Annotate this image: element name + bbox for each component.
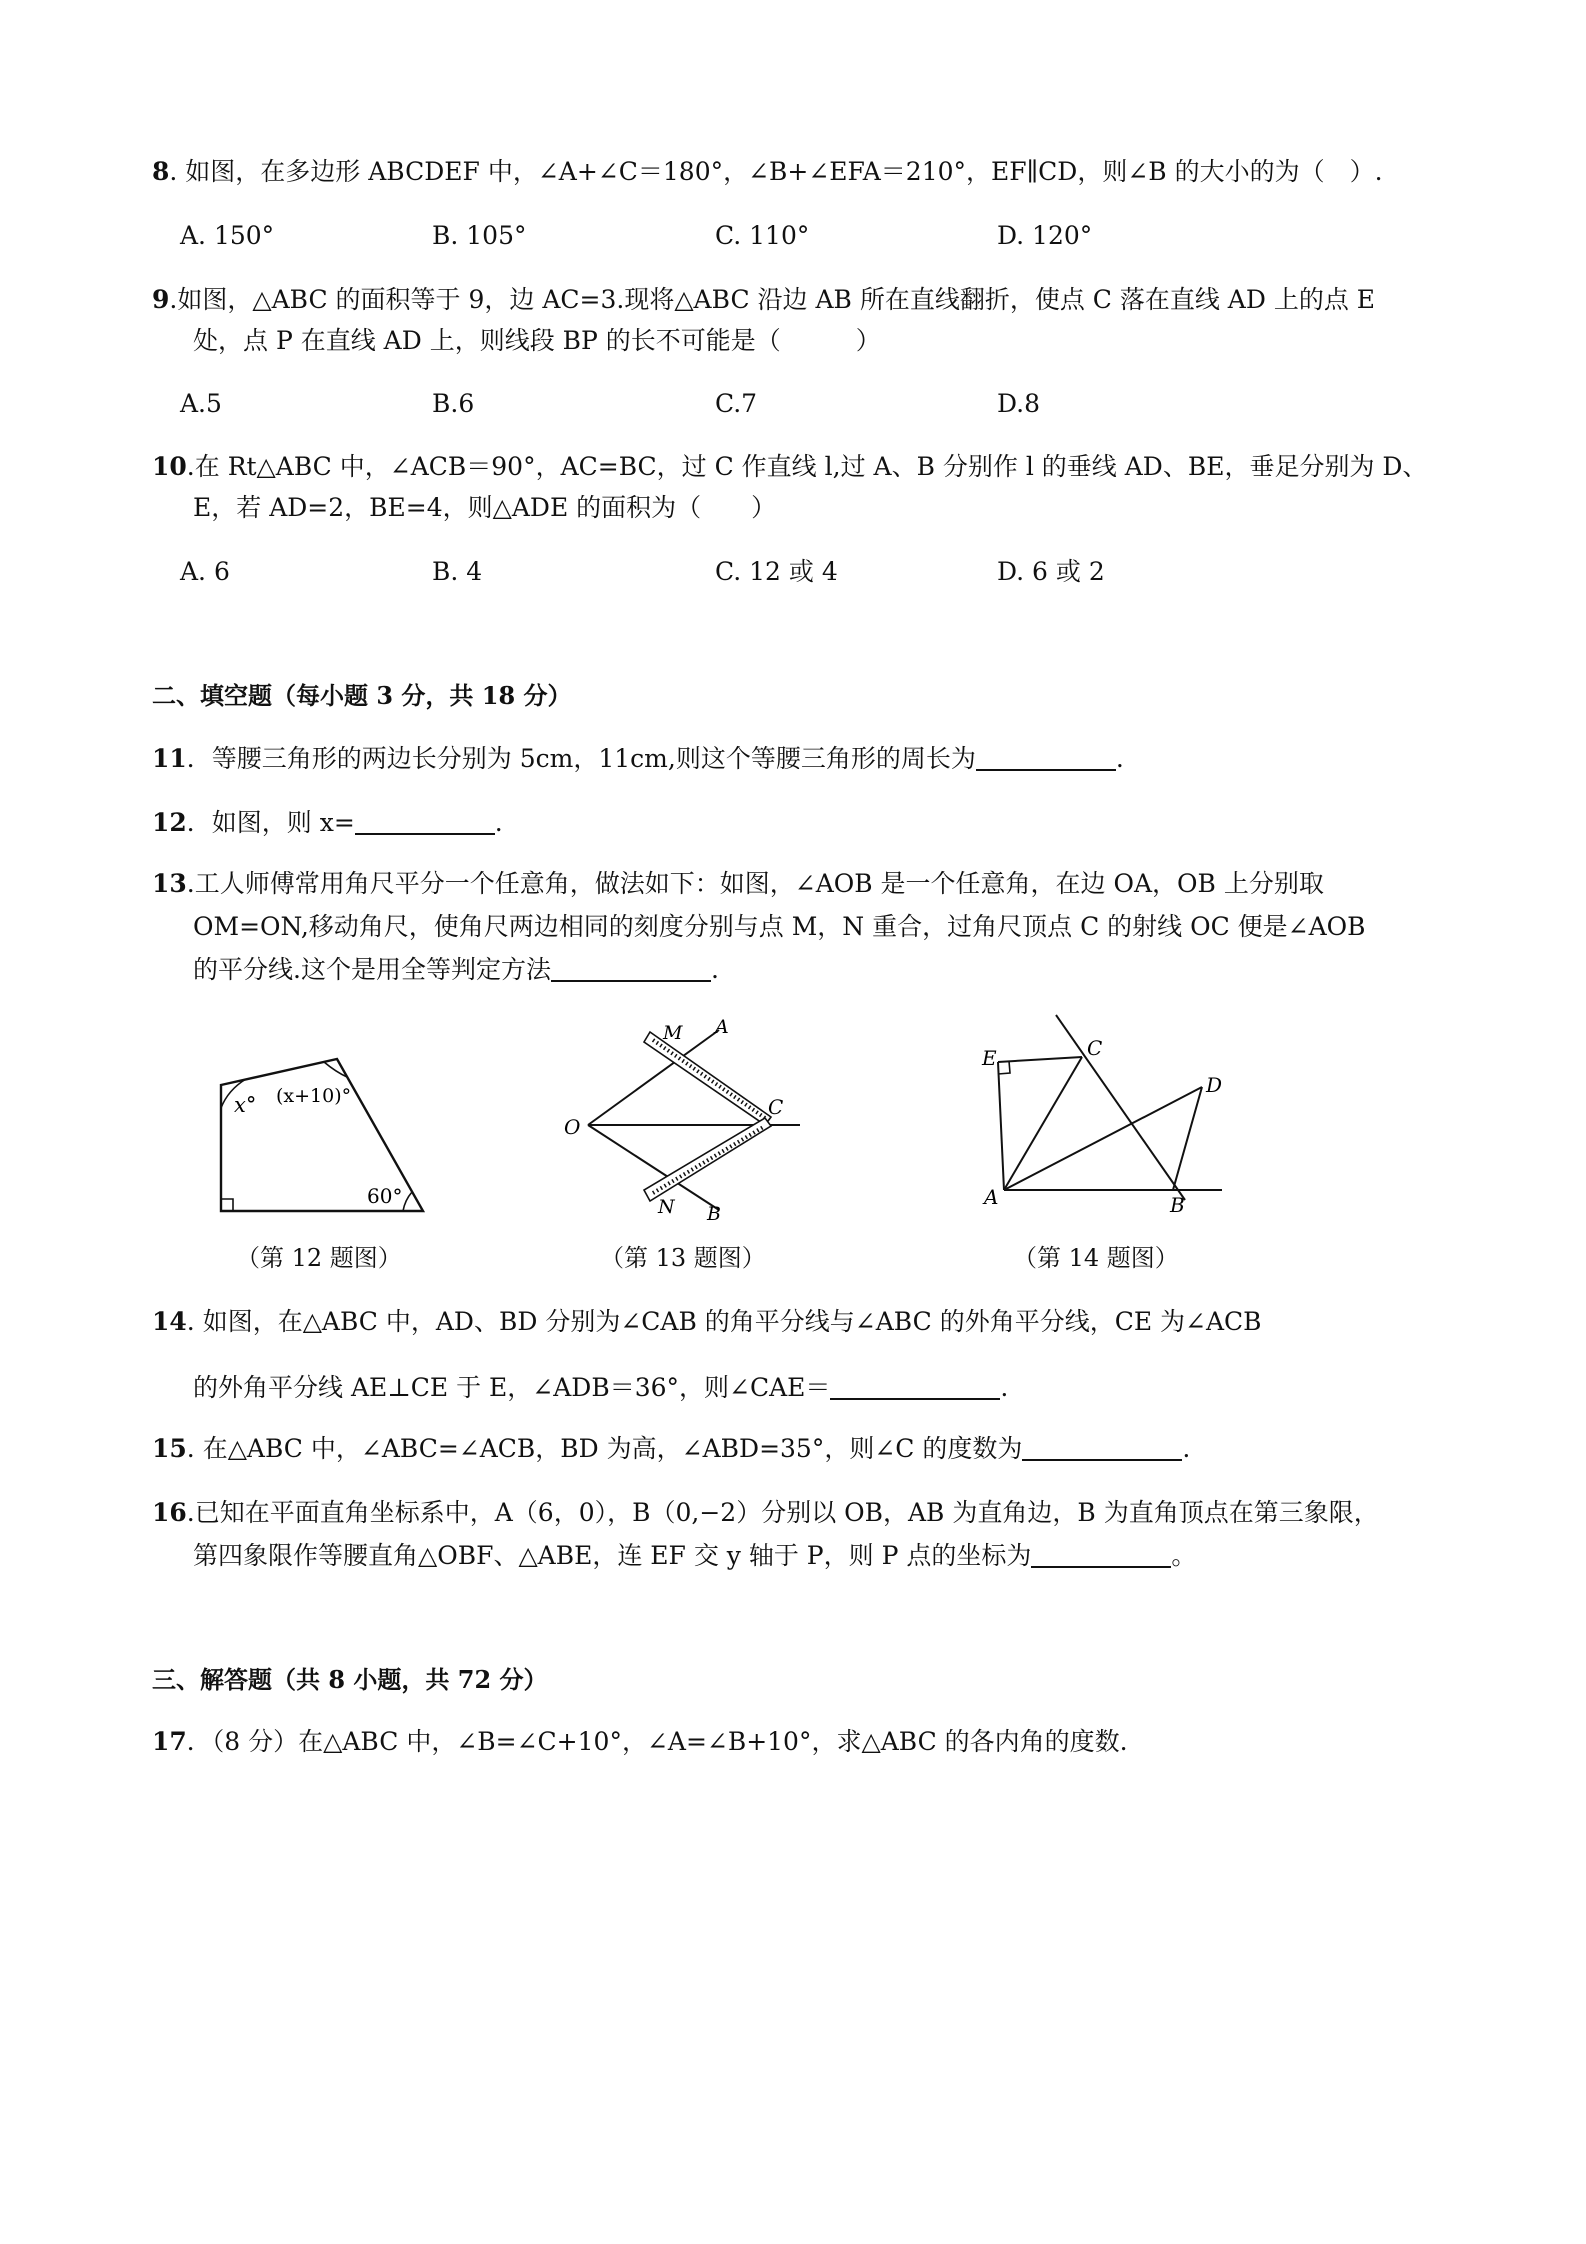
label-60: 60° — [367, 1184, 403, 1208]
angle-arc-60 — [403, 1192, 412, 1211]
answer-blank — [1031, 1542, 1171, 1568]
label-x: x° — [234, 1093, 257, 1117]
figure-13 — [555, 1010, 815, 1225]
label-x-plus-10: (x+10)° — [276, 1085, 352, 1107]
question-11 — [152, 743, 1124, 775]
question-9 — [152, 284, 1375, 316]
question-number: 10 — [152, 452, 187, 481]
question-text-line-2: 第四象限作等腰直角△OBF、△ABE，连 EF 交 y 轴于 P，则 P 点的坐标为 — [193, 1541, 1032, 1570]
question-text-line-1: . 如图，在△ABC 中，AD、BD 分别为∠CAB 的角平分线与∠ABC 的外角平分线，CE 为∠ACB — [186, 1307, 1262, 1336]
line-through-c-b — [1056, 1015, 1185, 1200]
q8-option-d: D. 120° — [997, 221, 1093, 250]
question-15 — [152, 1433, 1190, 1465]
label-c: C — [768, 1095, 784, 1119]
section-3-heading: 三、解答题（共 8 小题，共 72 分） — [152, 1665, 548, 1694]
question-13 — [152, 868, 1324, 900]
question-14-line-2 — [193, 1372, 1008, 1404]
label-a: A — [984, 1185, 999, 1209]
question-end: . — [710, 955, 719, 984]
label-b: B — [707, 1203, 721, 1225]
figure-12-caption: （第 12 题图） — [236, 1244, 402, 1272]
label-d: D — [1206, 1073, 1223, 1097]
question-number: 15 — [152, 1434, 187, 1463]
question-8 — [152, 156, 1383, 188]
answer-blank — [1022, 1435, 1182, 1461]
right-angle-mark — [221, 1199, 233, 1211]
q8-option-c: C. 110° — [715, 221, 810, 250]
q9-option-b: B.6 — [432, 389, 475, 418]
question-text-line-3: 的平分线.这个是用全等判定方法 — [193, 955, 551, 984]
question-12 — [152, 807, 503, 839]
q10-option-a: A. 6 — [180, 557, 230, 586]
answer-blank — [976, 745, 1116, 771]
question-10-line-2: E，若 AD=2，BE=4，则△ADE 的面积为（ ） — [193, 493, 777, 522]
question-number: 16 — [152, 1498, 187, 1527]
question-13-line-2: OM=ON,移动角尺，使角尺两边相同的刻度分别与点 M，N 重合，过角尺顶点 C 的射线 OC 便是∠AOB — [193, 912, 1366, 941]
answer-blank — [551, 956, 711, 982]
question-number: 13 — [152, 869, 187, 898]
question-text: ．如图，则 x= — [186, 808, 355, 837]
question-16 — [152, 1497, 1379, 1529]
q9-option-d: D.8 — [997, 389, 1041, 418]
label-n: N — [658, 1196, 675, 1218]
figure-13-caption: （第 13 题图） — [600, 1244, 766, 1272]
question-end: . — [494, 808, 503, 837]
question-end: 。 — [1171, 1541, 1197, 1570]
label-m: M — [663, 1022, 683, 1044]
question-14 — [152, 1306, 1262, 1338]
question-text-line-2: 的外角平分线 AE⊥CE 于 E，∠ADB＝36°，则∠CAE＝ — [193, 1373, 831, 1402]
question-text: . 在△ABC 中，∠ABC=∠ACB，BD 为高，∠ABD=35°，则∠C 的度数为 — [186, 1434, 1023, 1463]
label-b: B — [1170, 1193, 1185, 1217]
question-10 — [152, 451, 1427, 483]
label-c: C — [1087, 1036, 1103, 1060]
question-text-line-1: .如图，△ABC 的面积等于 9，边 AC=3.现将△ABC 沿边 AB 所在直线翻折，使点 C 落在直线 AD 上的点 E — [169, 285, 1376, 314]
question-16-line-2 — [193, 1540, 1196, 1572]
label-o: O — [564, 1115, 581, 1139]
question-9-line-2: 处，点 P 在直线 AD 上，则线段 BP 的长不可能是（ ） — [193, 326, 881, 355]
right-angle-mark — [998, 1061, 1010, 1074]
question-end: . — [1000, 1373, 1009, 1402]
question-13-line-3 — [193, 954, 719, 986]
q9-option-a: A.5 — [180, 389, 222, 418]
figure-12 — [200, 1040, 440, 1220]
q8-option-b: B. 105° — [432, 221, 527, 250]
question-number: 11 — [152, 744, 187, 773]
q9-option-c: C.7 — [715, 389, 758, 418]
segment-bd — [1173, 1087, 1202, 1190]
question-text: . 如图，在多边形 ABCDEF 中，∠A+∠C＝180°，∠B+∠EFA＝210°，EF∥CD，则∠B 的大小的为（ ）. — [169, 157, 1383, 186]
question-number: 14 — [152, 1307, 187, 1336]
question-text-line-1: .工人师傅常用角尺平分一个任意角，做法如下：如图，∠AOB 是一个任意角，在边 OA，OB 上分别取 — [186, 869, 1324, 898]
q8-option-a: A. 150° — [180, 221, 275, 250]
question-number: 8 — [152, 157, 170, 186]
question-number: 12 — [152, 808, 187, 837]
figure-14 — [960, 1005, 1250, 1220]
segment-ae — [998, 1062, 1004, 1190]
label-a: A — [715, 1016, 729, 1038]
question-text-line-1: .在 Rt△ABC 中，∠ACB＝90°，AC=BC，过 C 作直线 l,过 A、B 分别作 l 的垂线 AD、BE，垂足分别为 D、 — [186, 452, 1428, 481]
question-end: . — [1182, 1434, 1191, 1463]
question-number: 17 — [152, 1727, 187, 1756]
section-2-heading: 二、填空题（每小题 3 分，共 18 分） — [152, 681, 572, 710]
question-text-line-1: .已知在平面直角坐标系中，A（6，0），B（0,−2）分别以 OB，AB 为直角边，B 为直角顶点在第三象限， — [186, 1498, 1379, 1527]
q10-option-d: D. 6 或 2 — [997, 557, 1105, 586]
label-e: E — [982, 1046, 997, 1070]
question-17 — [152, 1726, 1128, 1758]
question-text: ．等腰三角形的两边长分别为 5cm，11cm,则这个等腰三角形的周长为 — [186, 744, 976, 773]
answer-blank — [830, 1374, 1000, 1400]
question-end: . — [1115, 744, 1124, 773]
figure-14-caption: （第 14 题图） — [1013, 1244, 1179, 1272]
segment-ec — [998, 1057, 1082, 1062]
q10-option-c: C. 12 或 4 — [715, 557, 838, 586]
question-text: ．（8 分）在△ABC 中，∠B=∠C+10°，∠A=∠B+10°，求△ABC 的各内角的度数. — [186, 1727, 1128, 1756]
answer-blank — [355, 809, 495, 835]
q10-option-b: B. 4 — [432, 557, 483, 586]
question-number: 9 — [152, 285, 170, 314]
